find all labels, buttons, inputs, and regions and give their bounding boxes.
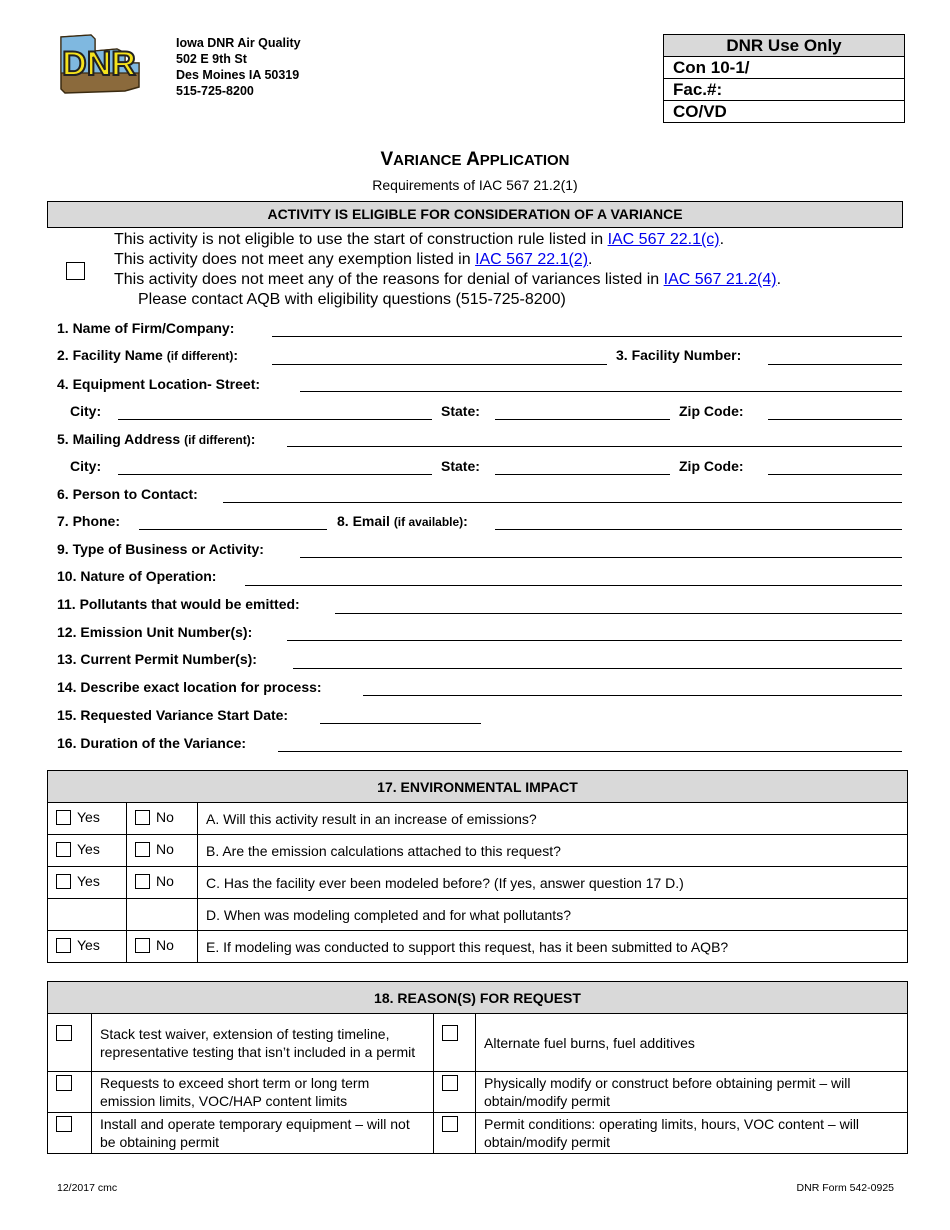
label-facility-number: 3. Facility Number: xyxy=(616,347,742,363)
environmental-impact-table xyxy=(47,770,908,963)
no-option[interactable]: No xyxy=(135,873,174,889)
dnr-use-row[interactable]: Con 10-1/ xyxy=(664,57,904,79)
no-checkbox[interactable] xyxy=(135,938,150,953)
yes-option[interactable]: Yes xyxy=(56,937,100,953)
label-zip: Zip Code: xyxy=(679,403,744,419)
label-city: City: xyxy=(70,458,102,474)
label-permit-number: 13. Current Permit Number(s): xyxy=(57,651,257,667)
form-title: VARIANCE APPLICATION xyxy=(380,149,570,170)
label-mailing-address: 5. Mailing Address (if different): xyxy=(57,431,256,447)
pollutants-field[interactable] xyxy=(335,613,902,614)
no-option[interactable]: No xyxy=(135,809,174,825)
table-row xyxy=(48,931,908,963)
mailing-city-field[interactable] xyxy=(118,474,432,475)
link-iac-22-1-2[interactable]: IAC 567 22.1(2) xyxy=(475,251,589,268)
table-row xyxy=(48,867,908,899)
label-state: State: xyxy=(441,458,480,474)
agency-phone: 515-725-8200 xyxy=(176,84,254,98)
env-header: 17. ENVIRONMENTAL IMPACT xyxy=(48,771,908,803)
facility-name-field[interactable] xyxy=(272,364,607,365)
label-duration: 16. Duration of the Variance: xyxy=(57,735,247,751)
reasons-table xyxy=(47,981,908,1154)
label-contact-person: 6. Person to Contact: xyxy=(57,486,198,502)
label-nature-operation: 10. Nature of Operation: xyxy=(57,568,217,584)
table-row xyxy=(48,1014,908,1072)
equipment-state-field[interactable] xyxy=(495,419,670,420)
business-type-field[interactable] xyxy=(300,557,902,558)
nature-operation-field[interactable] xyxy=(245,585,902,586)
contact-person-field[interactable] xyxy=(223,502,902,503)
table-row xyxy=(48,835,908,867)
yes-checkbox[interactable] xyxy=(56,810,71,825)
agency-city: Des Moines IA 50319 xyxy=(176,68,300,82)
table-row xyxy=(48,899,908,931)
reason-text: Alternate fuel burns, fuel additives xyxy=(476,1014,908,1072)
reason-checkbox[interactable] xyxy=(56,1116,72,1132)
reason-checkbox[interactable] xyxy=(442,1075,458,1091)
start-date-field[interactable] xyxy=(320,723,481,724)
svg-text:DNR: DNR xyxy=(62,45,136,83)
env-question: A. Will this activity result in an increase of emissions? xyxy=(198,803,908,835)
equipment-city-field[interactable] xyxy=(118,419,432,420)
env-question: E. If modeling was conducted to support this request, has it been submitted to AQB? xyxy=(198,931,908,963)
label-start-date: 15. Requested Variance Start Date: xyxy=(57,707,289,723)
emission-unit-field[interactable] xyxy=(287,640,902,641)
reason-text: Stack test waiver, extension of testing timeline, representative testing that isn’t included in a permit xyxy=(92,1014,434,1072)
dnr-use-title: DNR Use Only xyxy=(664,35,904,57)
reason-checkbox[interactable] xyxy=(56,1075,72,1091)
env-question: C. Has the facility ever been modeled before? (If yes, answer question 17 D.) xyxy=(198,867,908,899)
mailing-zip-field[interactable] xyxy=(768,474,902,475)
firm-name-field[interactable] xyxy=(272,336,902,337)
phone-field[interactable] xyxy=(139,529,327,530)
permit-number-field[interactable] xyxy=(293,668,902,669)
equipment-zip-field[interactable] xyxy=(768,419,902,420)
table-row xyxy=(48,1072,908,1113)
agency-name: Iowa DNR Air Quality xyxy=(176,36,301,50)
label-firm-name: 1. Name of Firm/Company: xyxy=(57,320,235,336)
facility-number-field[interactable] xyxy=(768,364,902,365)
no-checkbox[interactable] xyxy=(135,842,150,857)
reason-text: Physically modify or construct before obtaining permit – will obtain/modify permit xyxy=(476,1072,908,1113)
dnr-use-row[interactable]: Fac.#: xyxy=(664,79,904,101)
yes-checkbox[interactable] xyxy=(56,874,71,889)
label-pollutants: 11. Pollutants that would be emitted: xyxy=(57,596,300,612)
label-state: State: xyxy=(441,403,480,419)
label-emission-unit: 12. Emission Unit Number(s): xyxy=(57,624,253,640)
equipment-street-field[interactable] xyxy=(300,391,902,392)
dnr-use-row[interactable]: CO/VD xyxy=(673,102,727,121)
mailing-address-field[interactable] xyxy=(287,446,902,447)
link-iac-21-2-4[interactable]: IAC 567 21.2(4) xyxy=(663,271,777,288)
env-question: B. Are the emission calculations attached to this request? xyxy=(198,835,908,867)
label-email: 8. Email (if available): xyxy=(337,513,468,529)
reason-text: Install and operate temporary equipment – will not be obtaining permit xyxy=(92,1113,434,1154)
label-equipment-street: 4. Equipment Location- Street: xyxy=(57,376,261,392)
label-phone: 7. Phone: xyxy=(57,513,121,529)
email-field[interactable] xyxy=(495,529,902,530)
dnr-logo xyxy=(55,33,147,95)
label-facility-name: 2. Facility Name (if different): xyxy=(57,347,239,363)
footer-form-number: DNR Form 542-0925 xyxy=(796,1182,894,1194)
table-row xyxy=(48,1113,908,1154)
eligibility-statements: This activity is not eligible to use the start of construction rule listed in IAC 567 22.1(c). This activity does not meet any exemption listed in IAC 567 22.1(2). This activity does not meet any of the reasons for denial of variances listed in IAC 567 21.2(4). xyxy=(114,231,782,288)
yes-option[interactable]: Yes xyxy=(56,841,100,857)
no-option[interactable]: No xyxy=(135,937,174,953)
label-zip: Zip Code: xyxy=(679,458,744,474)
footer-revision: 12/2017 cmc xyxy=(57,1182,118,1194)
yes-option[interactable]: Yes xyxy=(56,809,100,825)
agency-street: 502 E 9th St xyxy=(176,52,247,66)
yes-checkbox[interactable] xyxy=(56,938,71,953)
no-option[interactable]: No xyxy=(135,841,174,857)
no-checkbox[interactable] xyxy=(135,874,150,889)
yes-checkbox[interactable] xyxy=(56,842,71,857)
table-row xyxy=(48,803,908,835)
yes-option[interactable]: Yes xyxy=(56,873,100,889)
label-city: City: xyxy=(70,403,102,419)
form-subtitle: Requirements of IAC 567 21.2(1) xyxy=(372,177,578,193)
reason-checkbox[interactable] xyxy=(442,1116,458,1132)
eligibility-header: ACTIVITY IS ELIGIBLE FOR CONSIDERATION OF A VARIANCE xyxy=(47,201,903,228)
env-question[interactable]: D. When was modeling completed and for what pollutants? xyxy=(198,899,908,931)
dnr-use-only-box xyxy=(663,34,905,123)
duration-field[interactable] xyxy=(278,751,902,752)
label-business-type: 9. Type of Business or Activity: xyxy=(57,541,264,557)
agency-address xyxy=(176,35,301,99)
process-location-field[interactable] xyxy=(363,695,902,696)
link-iac-22-1c[interactable]: IAC 567 22.1(c) xyxy=(607,231,720,248)
eligibility-checkbox[interactable] xyxy=(66,262,85,280)
reason-text: Requests to exceed short term or long term emission limits, VOC/HAP content limits xyxy=(92,1072,434,1113)
eligibility-contact: Please contact AQB with eligibility questions (515-725-8200) xyxy=(138,291,566,308)
reason-checkbox[interactable] xyxy=(442,1025,458,1041)
mailing-state-field[interactable] xyxy=(495,474,670,475)
no-checkbox[interactable] xyxy=(135,810,150,825)
reason-checkbox[interactable] xyxy=(56,1025,72,1041)
label-process-location: 14. Describe exact location for process: xyxy=(57,679,322,695)
reason-text: Permit conditions: operating limits, hours, VOC content – will obtain/modify permit xyxy=(476,1113,908,1154)
reasons-header: 18. REASON(S) FOR REQUEST xyxy=(48,982,908,1014)
